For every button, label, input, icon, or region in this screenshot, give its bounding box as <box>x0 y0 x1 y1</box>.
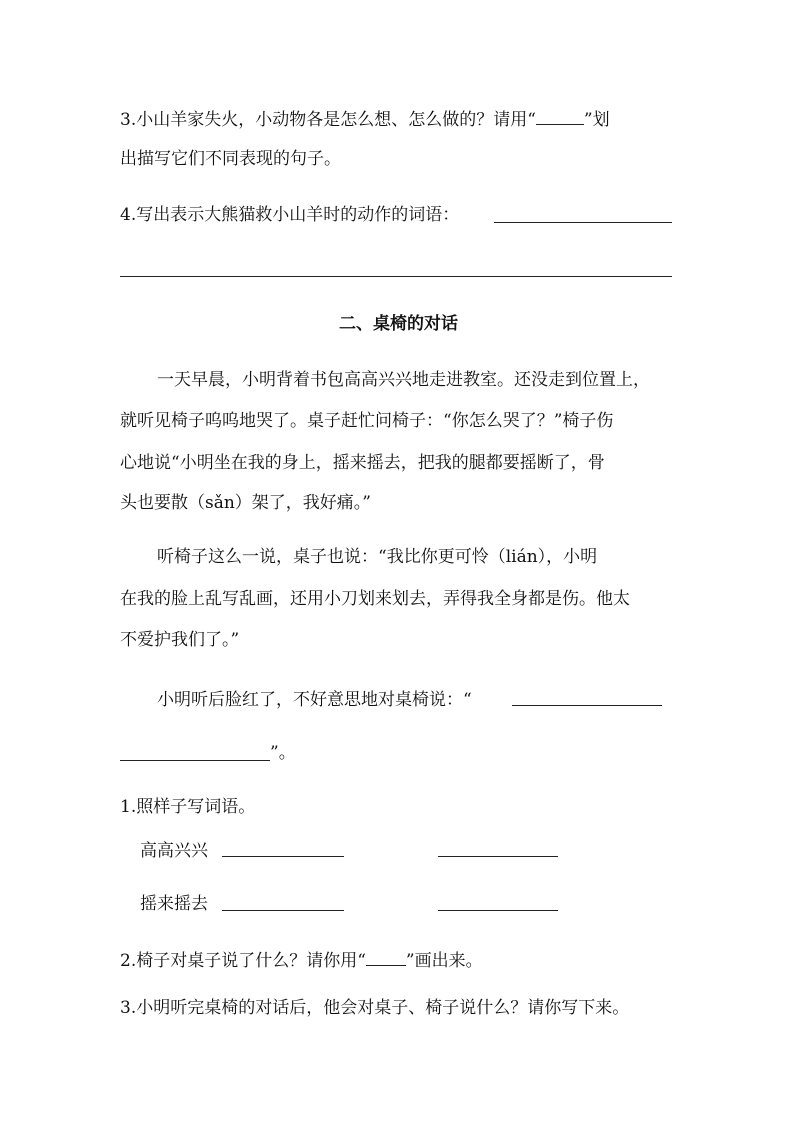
answer-blank-word-2b[interactable] <box>438 910 558 911</box>
question-4: 4.写出表示大熊猫救小山羊时的动作的词语： <box>120 205 460 225</box>
paragraph-1-line-1: 一天早晨，小明背着书包高高兴兴地走进教室。还没走到位置上， <box>157 370 650 390</box>
paragraph-3-line-2-end: ”。 <box>270 743 296 763</box>
answer-blank-dialogue-b[interactable] <box>120 760 270 761</box>
answer-blank-dialogue-a[interactable] <box>512 705 662 706</box>
answer-blank-word-1a[interactable] <box>222 856 344 857</box>
question-3-line-1: 3.小山羊家失火，小动物各是怎么想、怎么做的？请用“ ”划 <box>120 106 610 132</box>
question-1: 1.照样子写词语。 <box>120 797 256 817</box>
answer-blank-word-1b[interactable] <box>438 856 558 857</box>
section-title: 二、桌椅的对话 <box>339 314 458 334</box>
paragraph-1-line-4: 头也要散（sǎn）架了，我好痛。” <box>120 493 371 513</box>
question-3-line-2: 出描写它们不同表现的句子。 <box>120 149 341 169</box>
paragraph-1-line-3: 心地说“小明坐在我的身上，摇来摇去，把我的腿都要摇断了，骨 <box>120 453 605 473</box>
paragraph-2-line-2: 在我的脸上乱写乱画，还用小刀划来划去，弄得我全身都是伤。他太 <box>120 589 630 609</box>
question-2: 2.椅子对桌子说了什么？请你用“ ”画出来。 <box>120 947 483 973</box>
answer-blank-q4-b[interactable] <box>120 276 672 277</box>
question-3b: 3.小明听完桌椅的对话后，他会对桌子、椅子说什么？请你写下来。 <box>120 998 630 1018</box>
word-sample-2: 摇来摇去 <box>140 894 208 914</box>
underline-sample-2 <box>366 947 406 966</box>
answer-blank-q4-a[interactable] <box>494 222 672 223</box>
underline-sample <box>536 106 584 125</box>
paragraph-2-line-3: 不爱护我们了。” <box>120 630 240 650</box>
paragraph-1-line-2: 就听见椅子呜呜地哭了。桌子赶忙问椅子：“你怎么哭了？”椅子伤 <box>120 411 614 431</box>
paragraph-2-line-1: 听椅子这么一说，桌子也说：“我比你更可怜（lián），小明 <box>157 547 598 567</box>
paragraph-3-line-1: 小明听后脸红了，不好意思地对桌椅说：“ <box>157 690 472 710</box>
answer-blank-word-2a[interactable] <box>222 910 344 911</box>
word-sample-1: 高高兴兴 <box>140 841 208 861</box>
